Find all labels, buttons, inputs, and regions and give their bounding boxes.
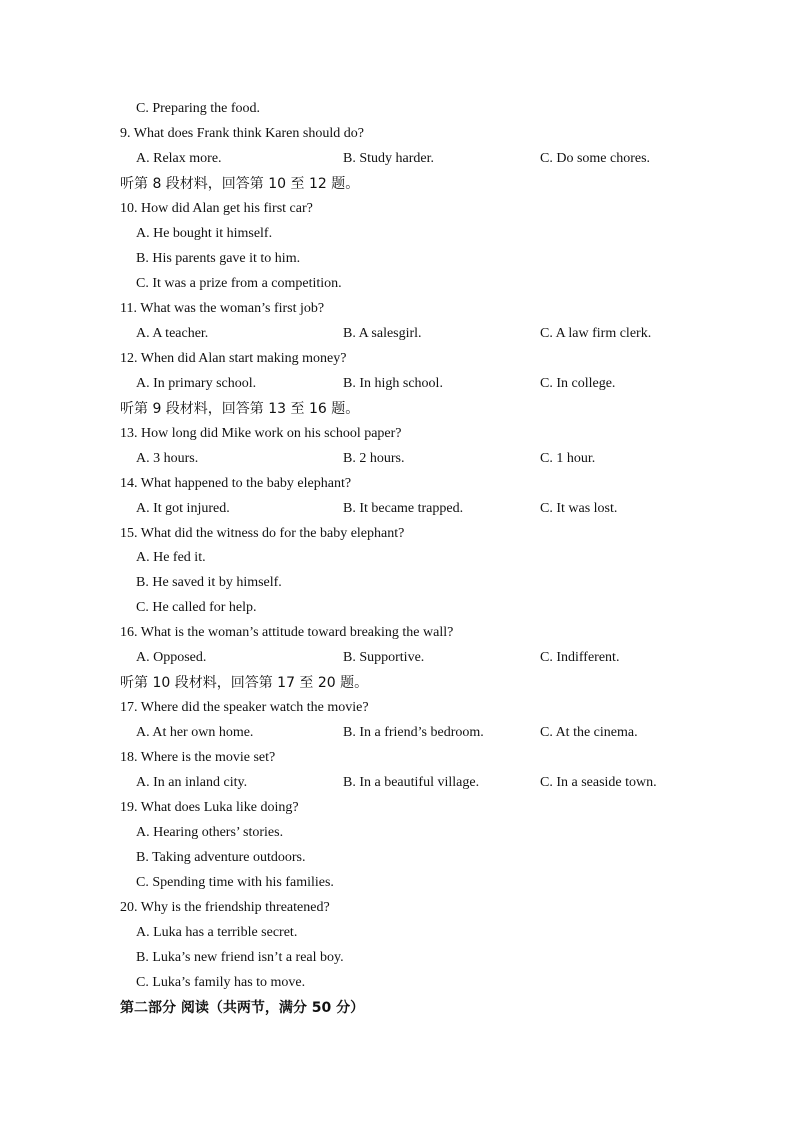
option-c: C. In college.: [540, 376, 616, 391]
option-line: B. He saved it by himself.: [136, 575, 282, 590]
question-line: 20. Why is the friendship threatened?: [120, 900, 330, 915]
option-a: A. Opposed.: [136, 650, 207, 665]
section-instruction: 听第 10 段材料，回答第 17 至 20 题。: [120, 675, 369, 691]
option-a: A. It got injured.: [136, 501, 230, 516]
option-line: C. Spending time with his families.: [136, 875, 334, 890]
options-row: [0, 148, 794, 170]
question-line: 11. What was the woman’s first job?: [120, 301, 325, 316]
options-row: [0, 647, 794, 669]
option-b: B. In high school.: [343, 376, 443, 391]
option-line: A. Hearing others’ stories.: [136, 825, 284, 840]
option-line: C. Preparing the food.: [136, 101, 261, 116]
option-c: C. At the cinema.: [540, 725, 638, 740]
option-b: B. It became trapped.: [343, 501, 464, 516]
option-b: B. Supportive.: [343, 650, 425, 665]
option-line: A. He bought it himself.: [136, 226, 273, 241]
option-line: C. It was a prize from a competition.: [136, 276, 342, 291]
question-line: 17. Where did the speaker watch the movie?: [120, 700, 369, 715]
option-line: C. Luka’s family has to move.: [136, 975, 306, 990]
question-line: 14. What happened to the baby elephant?: [120, 476, 352, 491]
option-line: B. Taking adventure outdoors.: [136, 850, 306, 865]
question-line: 16. What is the woman’s attitude toward breaking the wall?: [120, 625, 454, 640]
option-line: B. Luka’s new friend isn’t a real boy.: [136, 950, 344, 965]
options-row: [0, 722, 794, 744]
option-a: A. Relax more.: [136, 151, 222, 166]
option-b: B. 2 hours.: [343, 451, 405, 466]
option-b: B. A salesgirl.: [343, 326, 422, 341]
option-c: C. Indifferent.: [540, 650, 620, 665]
option-a: A. At her own home.: [136, 725, 254, 740]
option-a: A. In primary school.: [136, 376, 257, 391]
option-c: C. It was lost.: [540, 501, 618, 516]
option-line: C. He called for help.: [136, 600, 257, 615]
option-line: A. He fed it.: [136, 550, 206, 565]
options-row: [0, 772, 794, 794]
question-line: 10. How did Alan get his first car?: [120, 201, 313, 216]
option-line: B. His parents gave it to him.: [136, 251, 301, 266]
option-b: B. In a friend’s bedroom.: [343, 725, 484, 740]
options-row: [0, 448, 794, 470]
options-row: [0, 373, 794, 395]
section-instruction: 听第 8 段材料，回答第 10 至 12 题。: [120, 176, 360, 192]
question-line: 19. What does Luka like doing?: [120, 800, 299, 815]
question-line: 12. When did Alan start making money?: [120, 351, 347, 366]
options-row: [0, 323, 794, 345]
option-c: C. 1 hour.: [540, 451, 596, 466]
option-c: C. Do some chores.: [540, 151, 651, 166]
option-line: A. Luka has a terrible secret.: [136, 925, 298, 940]
option-a: A. In an inland city.: [136, 775, 248, 790]
section-instruction: 听第 9 段材料，回答第 13 至 16 题。: [120, 401, 360, 417]
question-line: 9. What does Frank think Karen should do?: [120, 126, 364, 141]
options-row: [0, 498, 794, 520]
part-heading: 第二部分 阅读（共两节，满分 50 分）: [120, 1000, 365, 1016]
option-c: C. A law firm clerk.: [540, 326, 652, 341]
question-line: 18. Where is the movie set?: [120, 750, 276, 765]
option-a: A. A teacher.: [136, 326, 209, 341]
option-c: C. In a seaside town.: [540, 775, 657, 790]
question-line: 13. How long did Mike work on his school paper?: [120, 426, 402, 441]
option-a: A. 3 hours.: [136, 451, 199, 466]
question-line: 15. What did the witness do for the baby elephant?: [120, 526, 405, 541]
option-b: B. Study harder.: [343, 151, 434, 166]
option-b: B. In a beautiful village.: [343, 775, 480, 790]
